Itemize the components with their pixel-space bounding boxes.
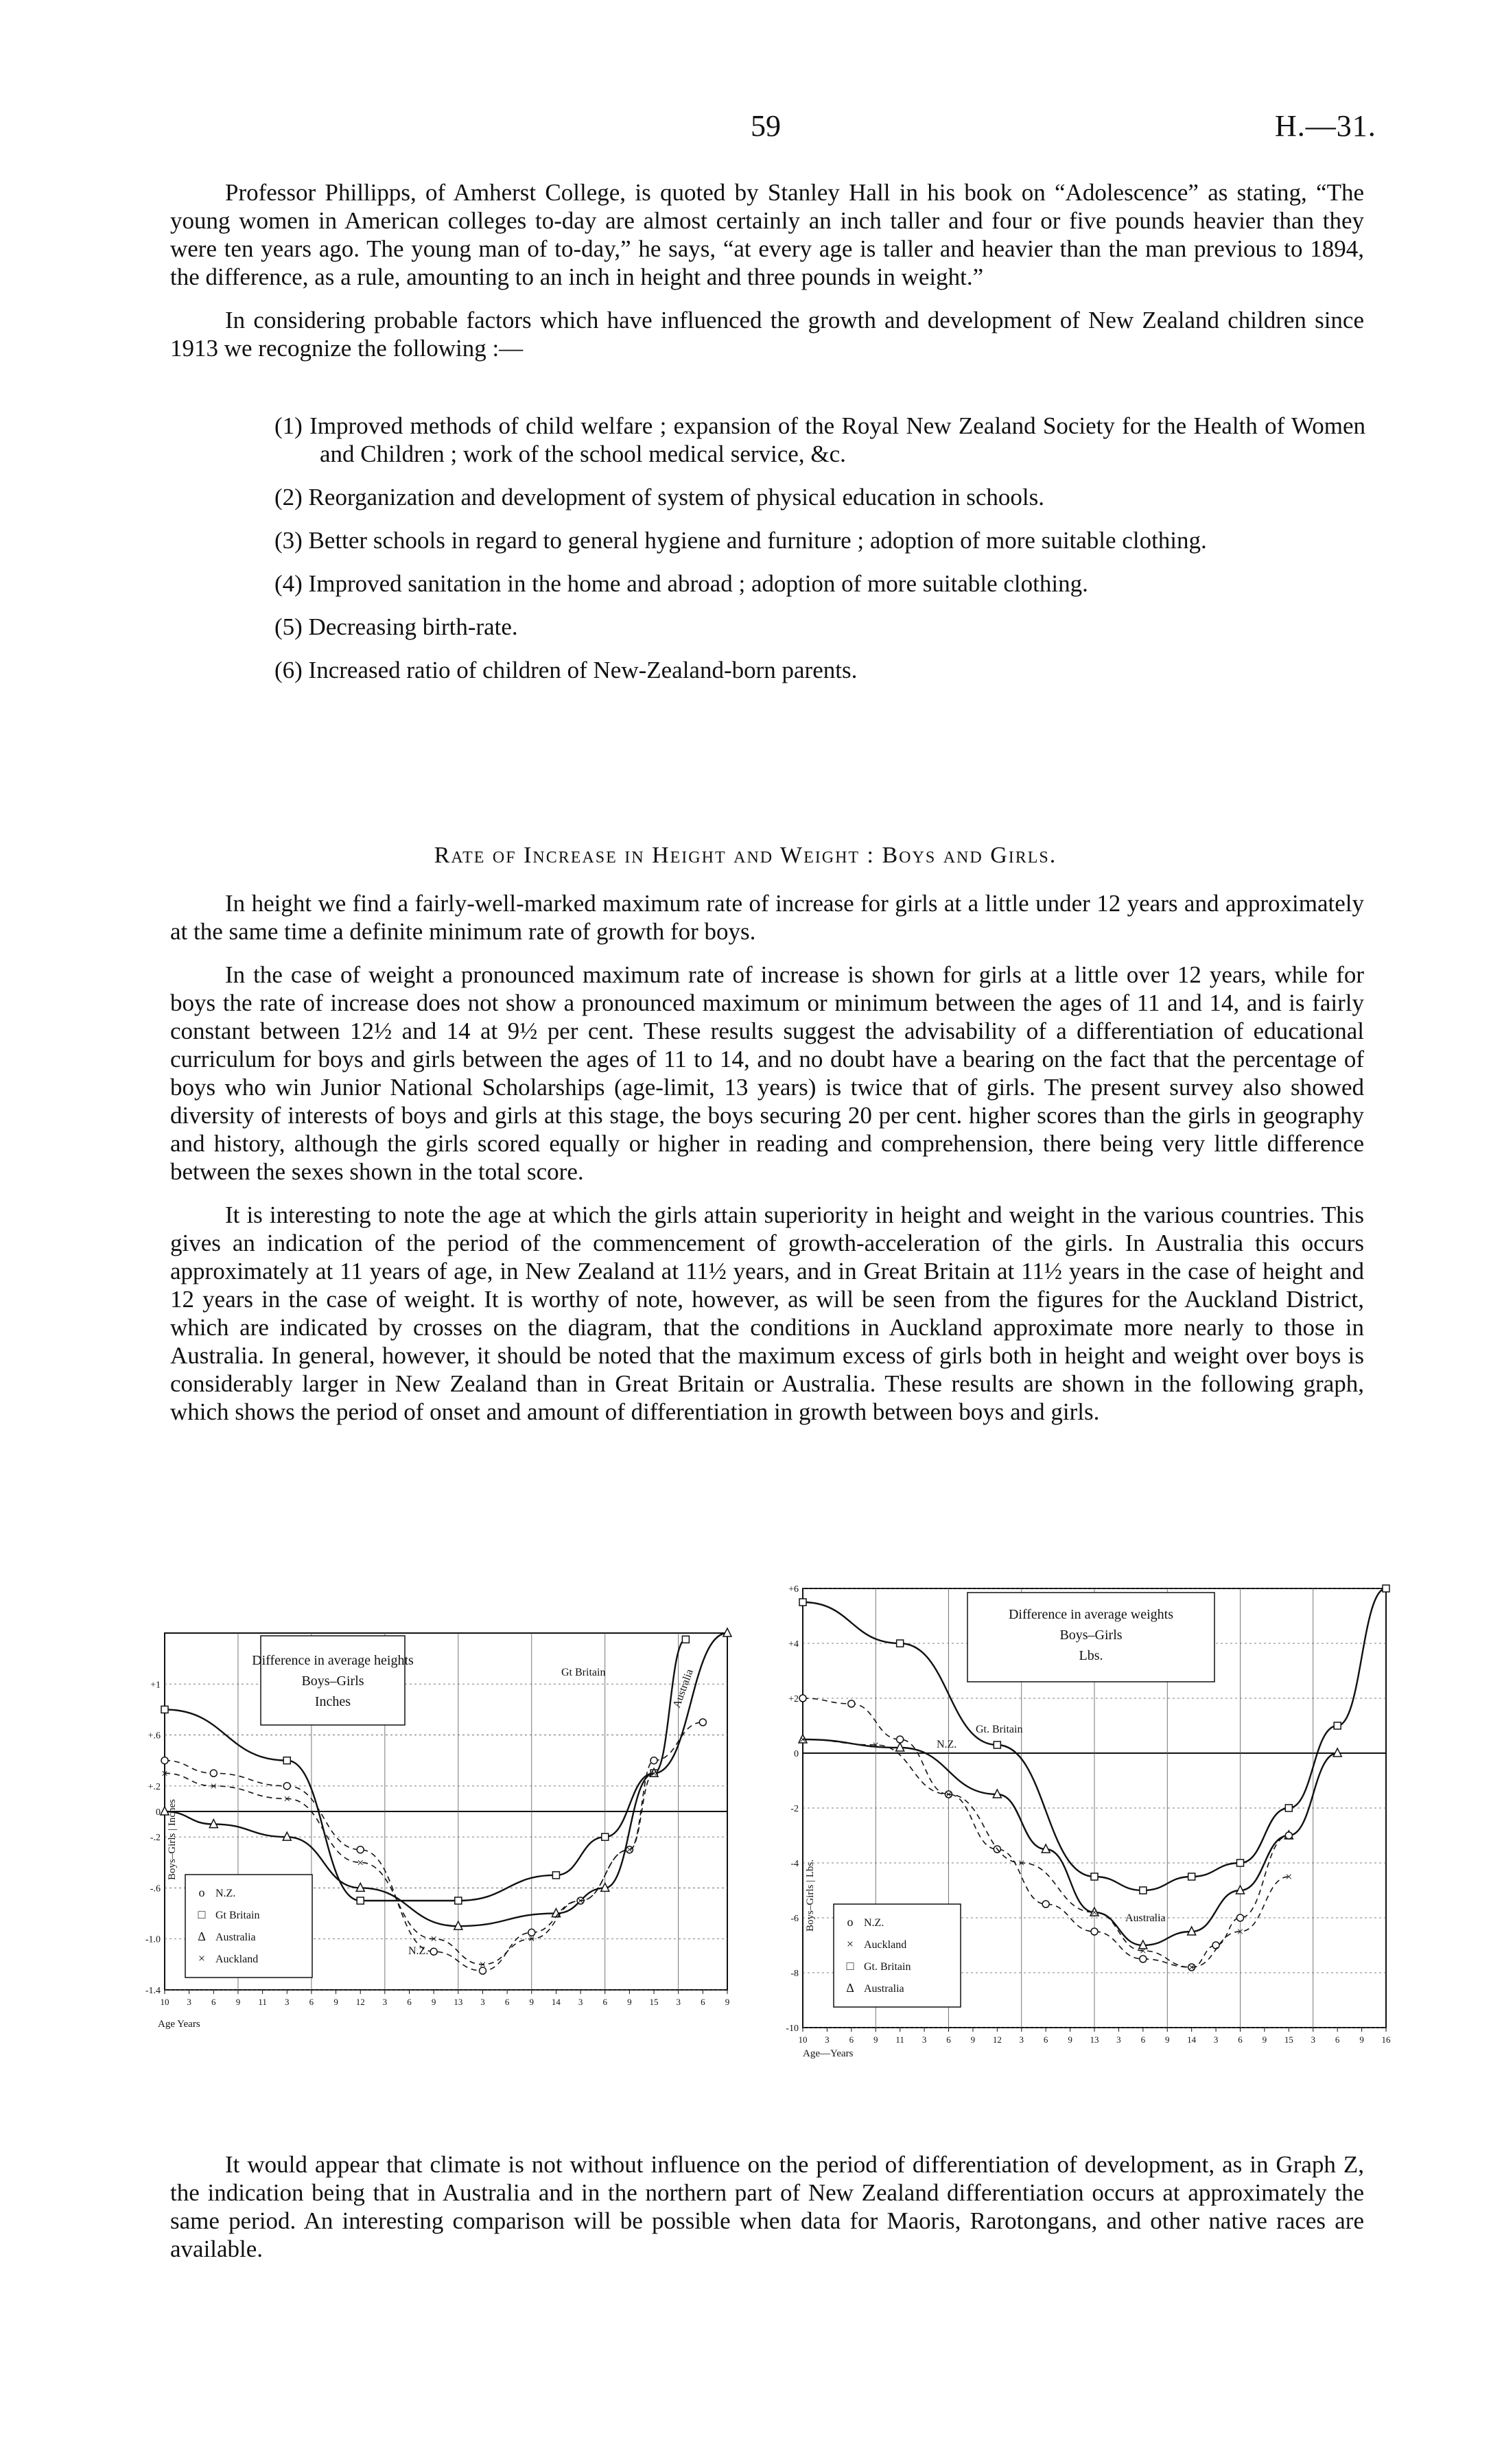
chart-title-line: Boys–Girls xyxy=(1059,1628,1123,1643)
y-tick-label: +.6 xyxy=(148,1730,161,1741)
legend-symbol: × xyxy=(846,1937,854,1951)
x-tick-label: 10 xyxy=(160,1997,169,2007)
data-point-n-z xyxy=(799,1695,806,1702)
x-tick-label: 6 xyxy=(1140,2034,1146,2045)
x-tick-label: 9 xyxy=(1262,2034,1267,2045)
data-point-gt-britain xyxy=(283,1757,290,1764)
section-paragraph-2: In the case of weight a pronounced maximum rate of increase is shown for girls at a little over 12 years, while for boys the rate of increase does not show a pronounced maximum or minimum between the ages of 11 and 14, and is fairly constant between 12½ and 14 at 9½ per cent. These results suggest the advisability of a differentiation of educational curriculum for boys and girls between the ages of 11 to 14, and no doubt have a bearing on the fact that the percentage of boys who win Junior National Scholarships (age-limit, 13 years) is twice that of girls. The present survey also showed diversity of interests of boys and girls at this stage, the boys securing 20 per cent. higher scores than the girls in geography and history, although the girls scored equally or higher in reading and comprehension, there being very little difference between the sexes shown in the total score. xyxy=(170,961,1364,1185)
height-difference-chart xyxy=(137,1612,741,2038)
x-tick-label: 9 xyxy=(970,2034,976,2045)
x-tick-label: 3 xyxy=(1213,2034,1219,2045)
section-paragraph-3: It is interesting to note the age at which the girls attain superiority in height and weight in the various countries. This gives an indication of the period of the commencement of growth-acceleration of the girls. In Australia this occurs approximately at 11 years of age, in New Zealand at 11½ years, and in Great Britain at 11½ years in the case of height and 12 years in the case of weight. It is worthy of note, however, as will be seen from the figures for the Auckland District, which are indicated by crosses on the diagram, that the conditions in Auckland approximate more nearly to those in Australia. In general, however, it should be noted that the maximum excess of girls both in height and weight over boys is considerably larger in New Zealand than in Great Britain or Australia. These results are shown in the following graph, which shows the period of onset and amount of differentiation in growth between boys and girls. xyxy=(170,1201,1364,1425)
x-tick-label: 3 xyxy=(1311,2034,1315,2045)
x-tick-label: 3 xyxy=(480,1997,485,2007)
data-point-n-z xyxy=(161,1757,168,1764)
annotation-nz: N.Z. xyxy=(937,1739,957,1750)
x-tick-label: 16 xyxy=(1381,2034,1391,2045)
y-tick-label: +2 xyxy=(788,1694,799,1704)
intro-paragraph-1: Professor Phillipps, of Amherst College, is quoted by Stanley Hall in his book on “Adolescence” as stating, “The young women in American colleges to-day are almost certainly an inch taller and four or five pounds heavier than they were ten years ago. The young man of to-day,” he says, “at every age is taller and heavier than the man previous to 1894, the difference, as a rule, amounting to an inch in height and three pounds in weight.” xyxy=(170,179,1364,290)
y-tick-label: -6 xyxy=(790,1914,799,1924)
x-tick-label: 6 xyxy=(849,2034,854,2045)
x-tick-label: 9 xyxy=(1359,2034,1364,2045)
data-point-auckland: × xyxy=(1090,1905,1099,1919)
data-point-gt-britain xyxy=(1140,1887,1147,1894)
legend-label: N.Z. xyxy=(215,1888,236,1899)
data-point-gt-britain xyxy=(602,1833,609,1840)
closing-paragraph: It would appear that climate is not without influence on the period of differentiation of development, as in Graph Z, the indication being that in Australia and in the northern part of New Zealand differentiation occurs at approximately the same period. An interesting comparison will be possible when data for Maoris, Rarotongans, and other native races are available. xyxy=(170,2151,1364,2262)
y-tick-label: +4 xyxy=(788,1639,799,1650)
data-point-gt-britain xyxy=(357,1897,364,1904)
closing-section xyxy=(170,2150,1364,2263)
x-tick-label: 9 xyxy=(873,2034,878,2045)
x-tick-label: 9 xyxy=(333,1997,338,2007)
data-point-auckland: × xyxy=(528,1932,535,1946)
legend-symbol: □ xyxy=(198,1908,206,1921)
x-tick-label: 6 xyxy=(1043,2034,1048,2045)
legend-label: Australia xyxy=(864,1983,904,1995)
x-tick-label: 12 xyxy=(992,2034,1002,2045)
x-tick-label: 6 xyxy=(602,1997,607,2007)
section-title: Rate of Increase in Height and Weight : Boys and Girls. xyxy=(434,843,1057,868)
factor-item: (6) Increased ratio of children of New-Zealand-born parents. xyxy=(274,657,858,683)
data-point-gt-britain xyxy=(1091,1873,1098,1880)
annotation-australia: Australia xyxy=(670,1667,696,1710)
x-tick-label: 6 xyxy=(211,1997,216,2007)
data-point-gt-britain xyxy=(1334,1722,1341,1729)
factor-item: (4) Improved sanitation in the home and abroad ; adoption of more suitable clothing. xyxy=(274,570,1088,597)
legend-label: Gt Britain xyxy=(215,1910,260,1921)
x-tick-label: 3 xyxy=(285,1997,290,2007)
data-point-gt-britain xyxy=(1188,1873,1195,1880)
x-tick-label: 3 xyxy=(187,1997,191,2007)
y-tick-label: -2 xyxy=(790,1804,799,1814)
chart-title-line: Difference in average weights xyxy=(1008,1607,1174,1622)
y-tick-label: +6 xyxy=(788,1584,799,1595)
section-body xyxy=(170,889,1364,1426)
series-line-gt-britain xyxy=(165,1639,685,1901)
x-tick-label: 3 xyxy=(676,1997,681,2007)
x-tick-label: 14 xyxy=(551,1997,561,2007)
data-point-gt-britain xyxy=(455,1897,462,1904)
legend-label: Auckland xyxy=(215,1953,259,1965)
annotation-gt-britain: Gt Britain xyxy=(561,1667,606,1678)
x-tick-label: 3 xyxy=(578,1997,583,2007)
data-point-n-z xyxy=(1091,1928,1098,1935)
x-tick-label: 9 xyxy=(529,1997,535,2007)
data-point-auckland: × xyxy=(872,1738,880,1752)
legend-symbol: Δ xyxy=(198,1929,206,1943)
y-tick-label: +.2 xyxy=(148,1781,161,1792)
x-tick-label: 15 xyxy=(649,1997,659,2007)
chart-title-line: Boys–Girls xyxy=(301,1674,364,1689)
data-point-n-z xyxy=(430,1948,437,1955)
data-point-auckland: × xyxy=(1139,1944,1147,1958)
data-point-gt-britain xyxy=(682,1636,689,1643)
y-tick-label: 0 xyxy=(156,1807,161,1818)
legend-label: Australia xyxy=(215,1932,256,1943)
weight-difference-chart xyxy=(775,1568,1407,2062)
data-point-auckland: × xyxy=(430,1932,438,1946)
x-tick-label: 6 xyxy=(504,1997,510,2007)
data-point-gt-britain xyxy=(161,1706,168,1713)
y-tick-label: -4 xyxy=(790,1859,799,1869)
legend-symbol: o xyxy=(847,1915,854,1929)
x-tick-label: 9 xyxy=(725,1997,730,2007)
y-tick-label: -8 xyxy=(790,1969,799,1979)
x-tick-label: 15 xyxy=(1284,2034,1293,2045)
x-tick-label: 3 xyxy=(1019,2034,1024,2045)
chart-title-line: Inches xyxy=(314,1694,351,1709)
data-point-auckland: × xyxy=(1188,1960,1195,1974)
x-tick-label: 13 xyxy=(454,1997,463,2007)
annotation-gt-britain: Gt. Britain xyxy=(976,1724,1023,1735)
page-number: 59 xyxy=(751,109,781,143)
factors-list xyxy=(274,412,1365,699)
legend-symbol: Δ xyxy=(846,1981,854,1995)
x-tick-label: 9 xyxy=(1165,2034,1170,2045)
y-axis-label: Boys–Girls | Lbs. xyxy=(805,1859,816,1932)
y-tick-label: -.6 xyxy=(150,1884,161,1894)
data-point-n-z xyxy=(283,1783,290,1790)
data-point-n-z xyxy=(699,1719,706,1726)
factor-item: (1) Improved methods of child welfare ; expansion of the Royal New Zealand Society for the Health of Women and Children ; work of the school medical service, &c. xyxy=(274,412,1365,467)
x-tick-label: 14 xyxy=(1187,2034,1197,2045)
factor-item: (3) Better schools in regard to general hygiene and furniture ; adoption of more suitable clothing. xyxy=(274,527,1207,554)
data-point-gt-britain xyxy=(1285,1805,1292,1811)
x-tick-label: 9 xyxy=(235,1997,241,2007)
x-tick-label: 6 xyxy=(407,1997,412,2007)
data-point-auckland: × xyxy=(799,1733,807,1746)
x-tick-label: 11 xyxy=(895,2034,904,2045)
x-tick-label: 13 xyxy=(1090,2034,1099,2045)
data-point-n-z xyxy=(210,1770,217,1776)
data-point-auckland: × xyxy=(161,1766,169,1781)
data-point-auckland: × xyxy=(1236,1925,1244,1938)
paper-reference: H.—31. xyxy=(1275,109,1376,143)
data-point-n-z xyxy=(650,1757,657,1764)
x-tick-label: 6 xyxy=(309,1997,314,2007)
data-point-gt-britain xyxy=(1237,1859,1244,1866)
data-point-n-z xyxy=(1237,1914,1244,1921)
chart-title-line: Lbs. xyxy=(1079,1648,1103,1663)
factor-item: (2) Reorganization and development of system of physical education in schools. xyxy=(274,484,1044,511)
legend-symbol: o xyxy=(198,1886,205,1899)
y-axis-label: Boys–Girls | Inches xyxy=(167,1799,178,1880)
chart-title-line: Difference in average heights xyxy=(252,1653,414,1668)
x-tick-label: 11 xyxy=(258,1997,267,2007)
data-point-gt-britain xyxy=(994,1741,1000,1748)
data-point-auckland: × xyxy=(210,1779,218,1793)
data-point-auckland: × xyxy=(945,1787,952,1801)
legend-symbol: × xyxy=(198,1951,206,1965)
legend-label: N.Z. xyxy=(864,1917,884,1929)
annotation-nz: N.Z. xyxy=(408,1945,429,1957)
x-tick-label: 3 xyxy=(825,2034,830,2045)
x-tick-label: 3 xyxy=(921,2034,927,2045)
intro-section xyxy=(170,178,1364,362)
x-tick-label: 6 xyxy=(946,2034,951,2045)
data-point-n-z xyxy=(897,1736,904,1743)
data-point-auckland: × xyxy=(1285,1870,1293,1884)
data-point-gt-britain xyxy=(552,1872,559,1879)
y-tick-label: -1.0 xyxy=(145,1934,161,1945)
x-tick-label: 6 xyxy=(1238,2034,1243,2045)
intro-paragraph-2: In considering probable factors which have influenced the growth and development of New Zealand children since 1913 we recognize the following :— xyxy=(170,307,1364,362)
y-tick-label: +1 xyxy=(150,1680,161,1691)
x-axis-label: Age Years xyxy=(158,2019,200,2030)
x-tick-label: 6 xyxy=(1335,2034,1340,2045)
x-tick-label: 9 xyxy=(1068,2034,1072,2045)
data-point-auckland: × xyxy=(1018,1856,1025,1870)
x-tick-label: 12 xyxy=(355,1997,365,2007)
data-point-n-z xyxy=(357,1846,364,1853)
data-point-n-z xyxy=(1285,1832,1292,1839)
x-tick-label: 3 xyxy=(382,1997,388,2007)
data-point-auckland: × xyxy=(283,1792,291,1806)
data-point-n-z xyxy=(848,1700,855,1707)
y-tick-label: 0 xyxy=(794,1749,799,1759)
data-point-auckland: × xyxy=(479,1957,486,1971)
data-point-n-z xyxy=(1042,1901,1049,1908)
x-tick-label: 9 xyxy=(431,1997,436,2007)
data-point-auckland: × xyxy=(626,1842,633,1857)
x-tick-label: 10 xyxy=(798,2034,808,2045)
data-point-auckland: × xyxy=(650,1766,658,1781)
legend-label: Auckland xyxy=(864,1939,907,1951)
legend-label: Gt. Britain xyxy=(864,1961,911,1973)
section-paragraph-1: In height we find a fairly-well-marked maximum rate of increase for girls at a little under 12 years and approximately at the same time a definite minimum rate of growth for boys. xyxy=(170,890,1364,945)
y-tick-label: -1.4 xyxy=(145,1986,161,1996)
x-tick-label: 6 xyxy=(701,1997,705,2007)
data-point-auckland: × xyxy=(577,1894,585,1908)
y-tick-label: -10 xyxy=(786,2023,799,2034)
x-axis-label: Age—Years xyxy=(803,2048,854,2059)
factor-item: (5) Decreasing birth-rate. xyxy=(274,613,518,640)
annotation-australia: Australia xyxy=(1125,1912,1166,1924)
data-point-auckland: × xyxy=(357,1855,364,1870)
legend-symbol: □ xyxy=(846,1959,854,1973)
y-tick-label: -.2 xyxy=(150,1833,161,1844)
data-point-gt-britain xyxy=(799,1599,806,1606)
data-point-gt-britain xyxy=(897,1640,904,1647)
x-tick-label: 3 xyxy=(1116,2034,1121,2045)
data-point-n-z xyxy=(1212,1942,1219,1949)
data-point-gt-britain xyxy=(1383,1585,1389,1592)
x-tick-label: 9 xyxy=(627,1997,632,2007)
